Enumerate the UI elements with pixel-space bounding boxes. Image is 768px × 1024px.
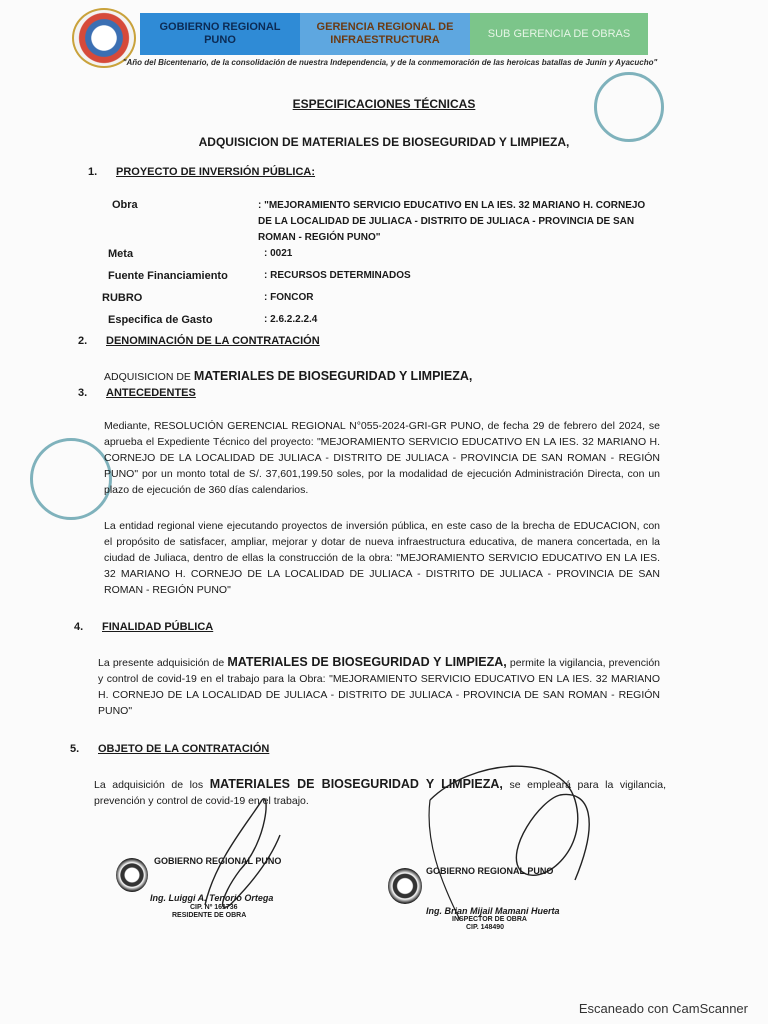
section-number: 2. (78, 335, 88, 347)
left-signature-cip: CIP. Nº 161736 (190, 904, 238, 911)
fuente-label: Fuente Financiamiento (108, 270, 228, 282)
finalidad-post: permite la vigilancia, prevención y control de covid-19 en el trabajo para la Obra: "MEJORAMIENTO SERVICIO EDUCATIVO EN LA IES. 32 MARIANO H. CORNEJO DE LA LOCALIDAD DE JULIACA - DISTRITO DE JULIACA - PROVINCIA DE SAN ROMAN - REGIÓN PUNO" (98, 657, 661, 717)
right-signature-seal-icon (388, 868, 422, 904)
rubro-value: : FONCOR (264, 292, 314, 303)
section-number: 5. (70, 743, 80, 755)
section-number: 1. (88, 166, 98, 178)
antecedentes-p1: Mediante, RESOLUCIÓN GERENCIAL REGIONAL N°055-2024-GRI-GR PUNO, de fecha 29 de febrero del 2024, se aprueba el Expediente Técnico del proyecto: "MEJORAMIENTO SERVICIO EDUCATIVO EN LA IES. 32 MARIANO H. CORNEJO DE LA LOCALIDAD DE JULIACA - DISTRITO DE JULIACA - PROVINCIA DE SAN ROMAN - REGIÓN PUNO" por un monto total de S/. 37,601,199.50 soles, por la modalidad de ejecución Administración Directa, con un plazo de ejecución de 360 días calendarios. (104, 420, 660, 496)
camscanner-watermark: Escaneado con CamScanner (578, 1001, 748, 1016)
obra-label: Obra (112, 199, 138, 211)
section-label: OBJETO DE LA CONTRATACIÓN (98, 743, 270, 755)
denominacion-prefix: ADQUISICION DE (104, 371, 194, 383)
finalidad-strong: MATERIALES DE BIOSEGURIDAD Y LIMPIEZA, (227, 655, 507, 669)
left-signature-org: GOBIERNO REGIONAL PUNO (154, 856, 282, 866)
section-label: DENOMINACIÓN DE LA CONTRATACIÓN (106, 335, 320, 347)
right-signature-cip: CIP. 148490 (466, 924, 505, 931)
objeto-post: se empleará para la vigilancia, prevención y control de covid-19 en el trabajo. (94, 779, 667, 807)
denominacion-strong: MATERIALES DE BIOSEGURIDAD Y LIMPIEZA, (193, 369, 473, 383)
objeto-strong: MATERIALES DE BIOSEGURIDAD Y LIMPIEZA, (209, 777, 503, 791)
meta-value: : 0021 (264, 248, 293, 259)
antecedentes-p2: La entidad regional viene ejecutando proyectos de inversión pública, en este caso de la brecha de EDUCACION, con el propósito de satisfacer, ampliar, mejorar y dotar de nueva infraestructura educativa, de manera concertada, en la ciudad de Juliaca, dentro de ellas la construcción de la obra: "MEJORAMIENTO SERVICIO EDUCATIVO EN LA IES. 32 MARIANO H. CORNEJO DE LA LOCALIDAD DE JULIACA - DISTRITO DE JULIACA - PROVINCIA DE SAN ROMAN - REGIÓN PUNO" (104, 520, 660, 596)
right-signature-name: Ing. Brian Mijail Mamani Huerta (426, 906, 560, 916)
objeto-pre: La adquisición de los (94, 779, 210, 791)
gasto-label: Especifica de Gasto (108, 314, 213, 326)
meta-label: Meta (108, 248, 134, 260)
document-title: ESPECIFICACIONES TÉCNICAS (292, 97, 476, 111)
section-number: 3. (78, 387, 88, 399)
section-number: 4. (74, 621, 84, 633)
section-label: ANTECEDENTES (106, 387, 196, 399)
header-box1-text: GOBIERNO REGIONAL PUNO (159, 21, 281, 46)
section-label: PROYECTO DE INVERSIÓN PÚBLICA: (116, 166, 316, 178)
obra-value: : "MEJORAMIENTO SERVICIO EDUCATIVO EN LA IES. 32 MARIANO H. CORNEJO DE LA LOCALIDAD DE JULIACA - DISTRITO DE JULIACA - PROVINCIA DE SAN ROMAN - REGIÓN PUNO" (258, 200, 646, 243)
right-signature-role: INSPECTOR DE OBRA (452, 916, 527, 923)
rubro-label: RUBRO (102, 292, 143, 304)
document-subtitle: ADQUISICION DE MATERIALES DE BIOSEGURIDAD Y LIMPIEZA, (198, 135, 570, 149)
left-signature-name: Ing. Luiggi A. Tenorio Ortega (150, 893, 274, 903)
finalidad-pre: La presente adquisición de (98, 657, 228, 669)
fuente-value: : RECURSOS DETERMINADOS (264, 270, 411, 281)
year-motto: "Año del Bicentenario, de la consolidación de nuestra Independencia, y de la conmemoración de las heroicas batallas de Junín y Ayacucho" (122, 58, 658, 67)
left-signature-seal-icon (116, 858, 148, 892)
left-signature-role: RESIDENTE DE OBRA (172, 912, 247, 919)
gasto-value: : 2.6.2.2.2.4 (264, 314, 318, 325)
section-label: FINALIDAD PÚBLICA (102, 621, 214, 633)
header-box2-text: GERENCIA REGIONAL DE INFRAESTRUCTURA (316, 21, 454, 46)
right-signature-org: GOBIERNO REGIONAL PUNO (426, 866, 554, 876)
header-box3-text: SUB GERENCIA DE OBRAS (487, 27, 631, 40)
